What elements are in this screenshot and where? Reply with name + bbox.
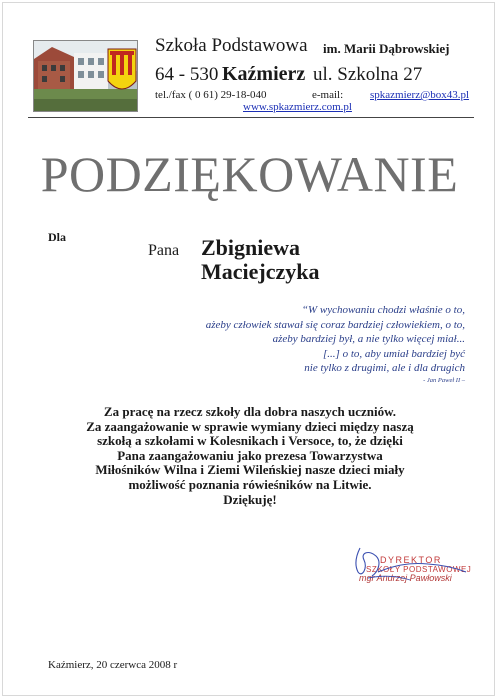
recipient-first-name: Zbigniewa: [201, 235, 301, 260]
acknowledgement-body: [30, 405, 470, 507]
recipient-honorific: Pana: [148, 242, 180, 259]
email-label: e-mail:: [312, 89, 344, 101]
quote-line: [...] o to, aby umiał bardziej być: [323, 347, 465, 360]
website-link[interactable]: www.spkazmierz.com.pl: [243, 101, 352, 113]
body-line: szkołą a szkołami w Kolesnikach i Versoce, to, że dzięki: [97, 433, 403, 449]
letterhead-divider: [28, 117, 474, 118]
stamp-director-name: mgr Andrzej Pawłowski: [359, 573, 452, 583]
street-address: ul. Szkolna 27: [313, 64, 423, 85]
town-name: Kaźmierz: [222, 63, 306, 85]
quote-line: ażeby bardziej był, a nie tylko więcej miał...: [272, 333, 465, 345]
recipient-prefix: Dla: [48, 230, 66, 244]
quote-line: “W wychowaniu chodzi właśnie o to,: [301, 304, 465, 316]
handwritten-signature: [338, 542, 478, 588]
school-patron: im. Marii Dąbrowskiej: [323, 41, 450, 56]
email-link[interactable]: spkazmierz@box43.pl: [370, 89, 470, 101]
document-title: PODZIĘKOWANIE: [40, 146, 459, 202]
quote-author: - Jan Paweł II –: [423, 376, 465, 384]
recipient-last-name: Maciejczyka: [201, 259, 320, 284]
stamp-school: SZKOŁY PODSTAWOWEJ: [366, 565, 472, 574]
body-line: Pana zaangażowaniu jako prezesa Towarzystwa: [117, 447, 383, 463]
postal-code: 64 - 530: [155, 64, 219, 85]
school-photo: [33, 40, 138, 112]
coat-of-arms-icon: [108, 49, 136, 89]
school-building-image: [34, 41, 138, 112]
quote-block: [135, 303, 465, 385]
issue-date: Kaźmierz, 20 czerwca 2008 r: [48, 659, 178, 671]
body-line: możliwość poznania rówieśników na Litwie.: [128, 476, 372, 492]
stamp-title: DYREKTOR: [380, 555, 442, 565]
body-line: Dziękuję!: [223, 491, 277, 507]
quote-line: ażeby człowiek stawał się coraz bardziej człowiekiem, o to,: [205, 318, 465, 331]
phone-fax: tel./fax ( 0 61) 29-18-040: [155, 89, 267, 101]
body-line: Miłośników Wilna i Ziemi Wileńskiej nasze dzieci miały: [95, 462, 405, 478]
quote-line: nie tylko z drugimi, ale i dla drugich: [304, 362, 465, 374]
body-line: Za pracę na rzecz szkoły dla dobra naszych uczniów.: [103, 404, 397, 419]
school-name: Szkoła Podstawowa: [155, 35, 308, 56]
body-line: Za zaangażowanie w sprawie wymiany dzieci między naszą: [86, 418, 414, 434]
